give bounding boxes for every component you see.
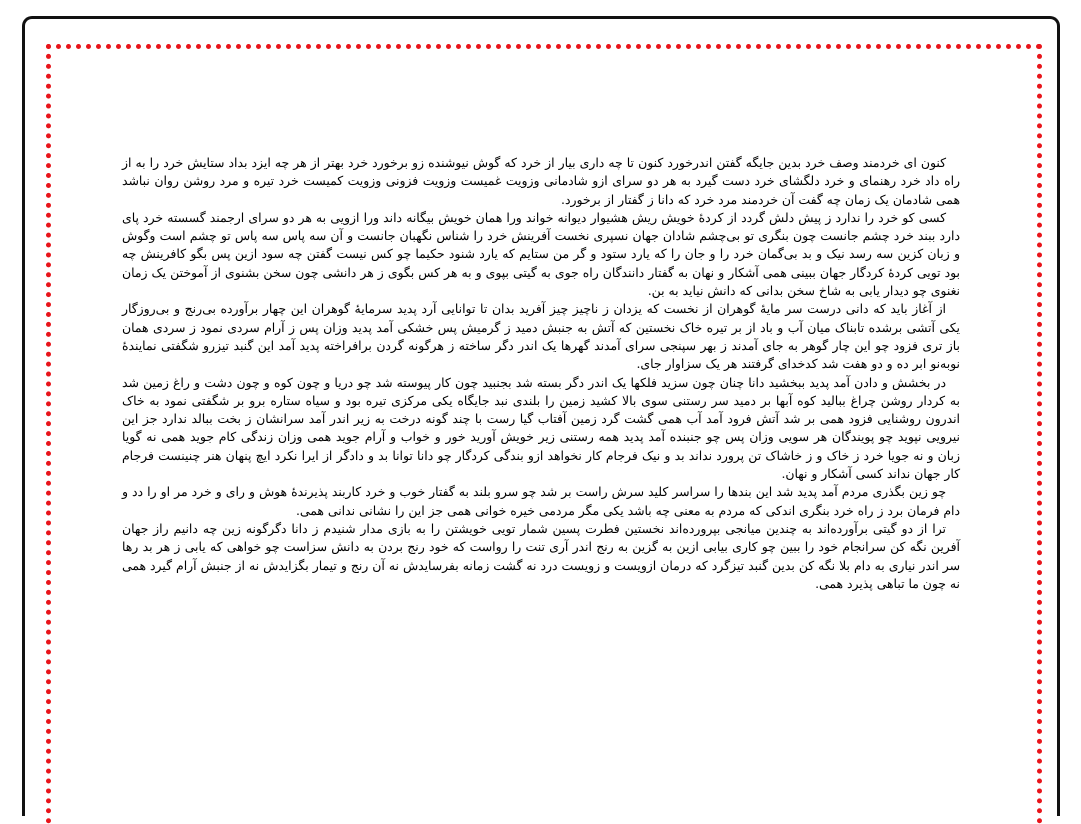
paragraph-2: کسی کو خرد را ندارد ز پیش دلش گردد از کردهٔ خویش ریش هشیوار دیوانه خواند ورا همان خویش بیگانه داند ورا ازویی به هر دو سرای ارجمند گسسته خرد پای دارد ببند خرد چشم جانست چون بنگری تو بی‌چشم شادان جهان نسپری نخست آفرینش خرد را شناس نگهبان جانست و آن سه پاس سه پاس تو چشم است وگوش و زبان کزین سه رسد نیک و بد بی‌گمان خرد را و جان را که یارد ستود و گر من ستایم که یارد شنود حکیما چو کس نیست گفتن چه سود ازین پس بگو کافرینش چه بود تویی کردهٔ کردگار جهان ببینی همی آشکار و نهان به گفتار دانندگان راه جوی به گیتی بپوی و به هر کس بگوی ز هر دانشی چون سخن بشنوی از آموختن یک زمان نغنوی چو دیدار یابی به شاخ سخن بدانی که دانش نیاید به بن. (122, 209, 960, 299)
paragraph-5: چو زین بگذری مردم آمد پدید شد این بندها را سراسر کلید سرش راست بر شد چو سرو بلند به گفتار خوب و خرد کاربند پذیرندهٔ هوش و رای و خرد مر او را دد و دام فرمان برد ز راه خرد بنگری اندکی که مردم به معنی چه باشد یکی مگر مردمی خیره خوانی همی جز این را نشانی ندانی همی. (122, 484, 960, 518)
paragraph-4: در بخشش و دادن آمد پدید ببخشید دانا چنان چون سزید فلکها یک اندر دگر بسته شد بجنبید چون کار پیوسته شد چو دریا و چون کوه و چون دشت و راغ زمین شد به کردار روشن چراغ ببالید کوه آبها بر دمید سر رستنی سوی بالا کشید زمین را بلندی نبد جایگاه یکی مرکزی تیره بود و سیاه ستاره برو بر شگفتی نمود به خاک اندرون روشنایی فزود همی بر شد آتش فرود آمد آب همی گشت گرد زمین آفتاب گیا رست با چند گونه درخت به زیر اندر آمد سرانشان ز بخت ببالد ندارد جز این نیرویی نپوید چو پویندگان هر سویی وزان پس چو جنبنده آمد پدید همه رستنی زیر خویش آورید خور و خواب و آرام جوید همی وزان زندگی کام جوید همی نه گویا زبان و نه جویا خرد ز خاک و ز خاشاک تن پرورد نداند بد و نیک فرجام کار نخواهد ازو بندگی کردگار چو دانا توانا بد و دادگر از ایرا نکرد ایچ پنهان هنر چنینست فرجام کار جهان نداند کسی آشکار و نهان. (122, 374, 960, 482)
paragraph-1: کنون ای خردمند وصف خرد بدین جایگه گفتن اندرخورد کنون تا چه داری بیار از خرد که گوش نیوشنده زو برخورد خرد بهتر از هر چه ایزد بداد ستایش خرد را به از راه داد خرد رهنمای و خرد دلگشای خرد دست گیرد به هر دو سرای ازو شادمانی وزویت غمیست وزویت فزونی وزویت کمیست خرد تیره و مرد روشن روان نباشد همی شادمان یک زمان چه گفت آن خردمند مرد خرد که دانا ز گفتار از برخورد. (122, 155, 960, 207)
document-body (122, 154, 960, 593)
paragraph-3: از آغاز باید که دانی درست سر مایهٔ گوهران از نخست که یزدان ز ناچیز چیز آفرید بدان تا توانایی آرد پدید سرمایهٔ گوهران این چهار برآورده بی‌رنج و بی‌روزگار یکی آتشی برشده تابناک میان آب و باد از بر تیره خاک نخستین که آتش به جنبش دمید ز گرمیش پس خشکی آمد پدید وزان پس ز آرام سردی نمود ز سردی همان باز تری فزود چو این چار گوهر به جای آمدند ز بهر سپنجی سرای آمدند گهرها یک اندر دگر ساخته ز هرگونه گردن برافراخته پدید آمد این گنبد تیزرو شگفتی نمایندهٔ نوبه‌نو ابر ده و دو هفت شد کدخدای گرفتند هر یک سزاوار جای. (122, 301, 960, 372)
paragraph-6: ترا از دو گیتی برآورده‌اند به چندین میانجی بپرورده‌اند نخستین فطرت پسین شمار تویی خویشتن را به بازی مدار شنیدم ز دانا دگرگونه زین چه دانیم راز جهان آفرین نگه کن سرانجام خود را ببین چو کاری بیابی ازین به گزین به رنج اندر آری تنت را رواست که خود رنج بردن به دانش سزاست چو خواهی که یابی ز هر بد رها سر اندر نیاری به دام بلا نگه کن بدین گنبد تیزگرد که درمان ازویست و زویست درد نه گشت زمانه بفرسایدش نه آن رنج و تیمار بگزایدش نه از جنبش آرام گیرد همی نه چون ما تباهی پذیرد همی. (122, 520, 960, 591)
